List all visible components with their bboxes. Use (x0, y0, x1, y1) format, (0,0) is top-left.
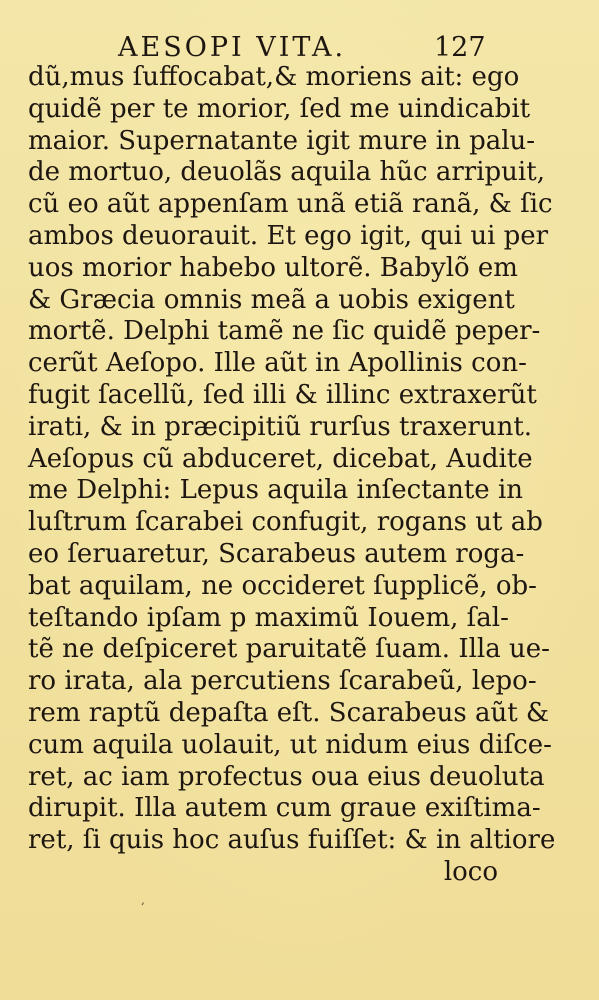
text-line: maior. Supernatante igit mure in palu‑ (28, 125, 536, 156)
page-number: 127 (434, 32, 486, 63)
text-line: tẽ ne deſpiceret paruitatẽ ſuam. Illa ue‑ (28, 634, 550, 665)
text-line: dũ,mus ſuffocabat,& moriens ait: ego (28, 62, 520, 92)
text-line: irati, & in præcipitiũ rurſus traxerunt. (28, 411, 533, 442)
text-line: cum aquila uolauit, ut nidum eius diſce‑ (28, 729, 552, 760)
text-line: eo ſeruaretur, Scarabeus autem roga‑ (28, 538, 525, 569)
text-line: cũ eo aũt appenſam unã etiã ranã, & ſic (28, 189, 553, 220)
text-line: fugit ſacellũ, ſed illi & illinc extraxerũt (28, 379, 537, 410)
text-line: uos morior habebo ultorẽ. Babylõ em (28, 252, 518, 283)
catchword: loco (443, 856, 498, 887)
text-line: rem raptũ depaſta eſt. Scarabeus aũt & (28, 697, 550, 728)
text-line: ro irata, ala percutiens ſcarabeũ, lepo‑ (28, 666, 537, 697)
text-line: teſtando ipſam p maximũ Iouem, ſal‑ (28, 602, 509, 633)
text-line: me Delphi: Lepus aquila inſectante in (28, 475, 524, 506)
running-head: AESOPI VITA. (118, 32, 347, 63)
printer-mark: , (141, 893, 145, 907)
text-line: & Græcia omnis meã a uobis exigent (28, 284, 515, 315)
text-line: mortẽ. Delphi tamẽ ne ſic quidẽ peper‑ (28, 316, 541, 347)
text-line: bat aquilam, ne occideret ſupplicẽ, ob‑ (28, 570, 537, 601)
text-line: luſtrum ſcarabei confugit, rogans ut ab (28, 507, 543, 538)
text-line: ret, ſi quis hoc auſus fuiſſet: & in altiore (28, 825, 556, 856)
body-text (28, 62, 556, 889)
text-line: quidẽ per te morior, ſed me uindicabit (28, 93, 531, 124)
text-line: ret, ac iam profectus oua eius deuoluta (28, 761, 545, 792)
text-line: de mortuo, deuolãs aquila hũc arripuit, (28, 157, 545, 188)
text-line: cerũt Aeſopo. Ille aũt in Apollinis con‑ (28, 348, 527, 379)
text-line: ambos deuorauit. Et ego igit, qui ui per (28, 220, 549, 251)
text-line: Aeſopus cũ abduceret, dicebat, Audite (28, 443, 533, 474)
text-line: dirupit. Illa autem cum graue exiſtima‑ (28, 793, 541, 824)
